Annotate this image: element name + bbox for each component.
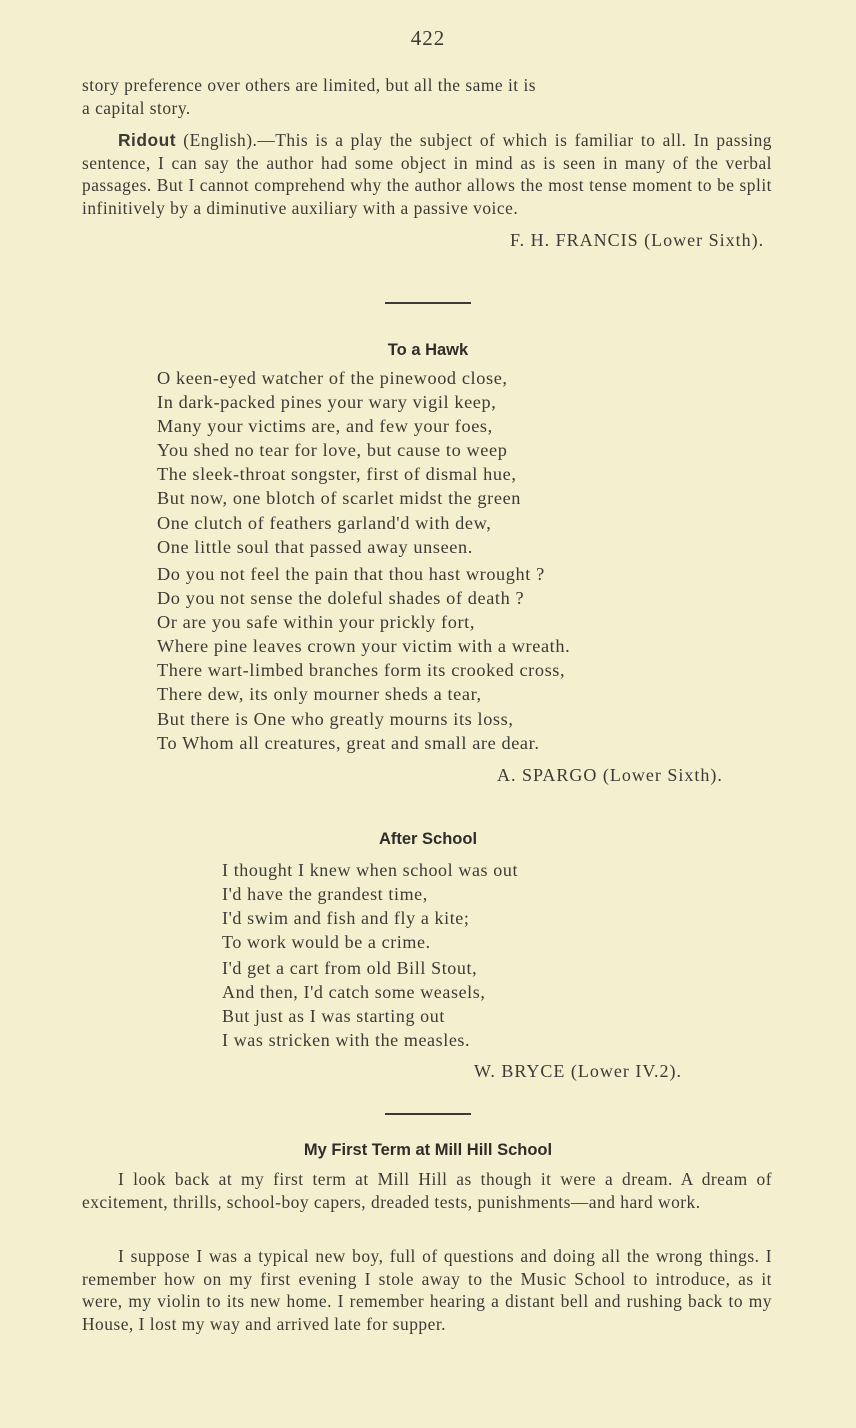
poem-title-hawk: To a Hawk [387, 341, 469, 359]
poem-line: One little soul that passed away unseen. [157, 536, 473, 557]
poem-line: I'd swim and fish and fly a kite; [222, 908, 470, 928]
poem-line: I'd have the grandest time, [222, 884, 428, 904]
poem-line: Or are you safe within your prickly fort, [157, 612, 476, 633]
poem-line: In dark-packed pines your wary vigil keep, [157, 392, 497, 413]
continuation-line: story preference over others are limited, but all the same it is [82, 75, 537, 95]
section-divider [385, 1113, 471, 1115]
continuation-line: a capital story. [82, 98, 191, 118]
page-number: 422 [410, 26, 446, 50]
poem-line: There dew, its only mourner sheds a tear, [157, 684, 482, 705]
poem-line: But there is One who greatly mourns its loss, [157, 708, 514, 729]
poem-hawk-stanza-1 [157, 366, 521, 559]
poem-line: Do you not feel the pain that thou hast wrought ? [157, 564, 545, 584]
poem-line: I was stricken with the measles. [222, 1030, 471, 1050]
poem-line: I thought I knew when school was out [222, 860, 519, 880]
section-divider [385, 302, 471, 304]
essay-paragraph: I look back at my first term at Mill Hill as though it were a dream. A dream of excitement, thrills, school-boy capers, dreaded tests, punishments—and hard work. [82, 1169, 772, 1212]
poem-hawk-signature: A. SPARGO (Lower Sixth). [497, 765, 723, 785]
poem-line: But just as I was starting out [222, 1006, 445, 1026]
poem-school-stanza-2 [222, 956, 485, 1052]
poem-line: Many your victims are, and few your foes, [157, 416, 493, 437]
poem-title-school: After School [378, 830, 478, 848]
review-paragraph [82, 129, 772, 219]
poem-line: O keen-eyed watcher of the pinewood close, [157, 368, 508, 388]
poem-line: Do you not sense the doleful shades of death ? [157, 588, 525, 609]
poem-line: There wart-limbed branches form its crooked cross, [157, 660, 566, 681]
poem-line: But now, one blotch of scarlet midst the green [157, 488, 522, 509]
poem-line: You shed no tear for love, but cause to weep [157, 440, 508, 461]
poem-line: Where pine leaves crown your victim with a wreath. [157, 636, 571, 657]
review-text: (English).—This is a play the subject of which is familiar to all. In passing sentence, I can say the author had some object in mind as is seen in many of the verbal passages. But I cannot comprehend why the author allows the most tense moment to be split infinitively by a diminutive auxiliary with a passive voice. [82, 130, 772, 218]
poem-line: To Whom all creatures, great and small are dear. [157, 732, 540, 753]
poem-school-signature: W. BRYCE (Lower IV.2). [474, 1061, 682, 1081]
poem-hawk-stanza-2 [157, 562, 570, 755]
review-signature: F. H. FRANCIS (Lower Sixth). [510, 230, 765, 250]
poem-line: To work would be a crime. [222, 932, 431, 952]
poem-school-stanza-1 [222, 858, 518, 954]
poem-line: I'd get a cart from old Bill Stout, [222, 958, 478, 978]
poem-line: The sleek-throat songster, first of dismal hue, [157, 464, 517, 485]
review-name: Ridout [118, 130, 177, 150]
essay-title: My First Term at Mill Hill School [303, 1141, 553, 1159]
poem-line: One clutch of feathers garland'd with dew, [157, 512, 492, 533]
poem-line: And then, I'd catch some weasels, [222, 982, 486, 1002]
essay-paragraph: I suppose I was a typical new boy, full of questions and doing all the wrong things. I remember how on my first evening I stole away to the Music School to introduce, as it were, my violin to its new home. I remember hearing a distant bell and rushing back to my House, I lost my way and arrived late for supper. [82, 1246, 772, 1334]
